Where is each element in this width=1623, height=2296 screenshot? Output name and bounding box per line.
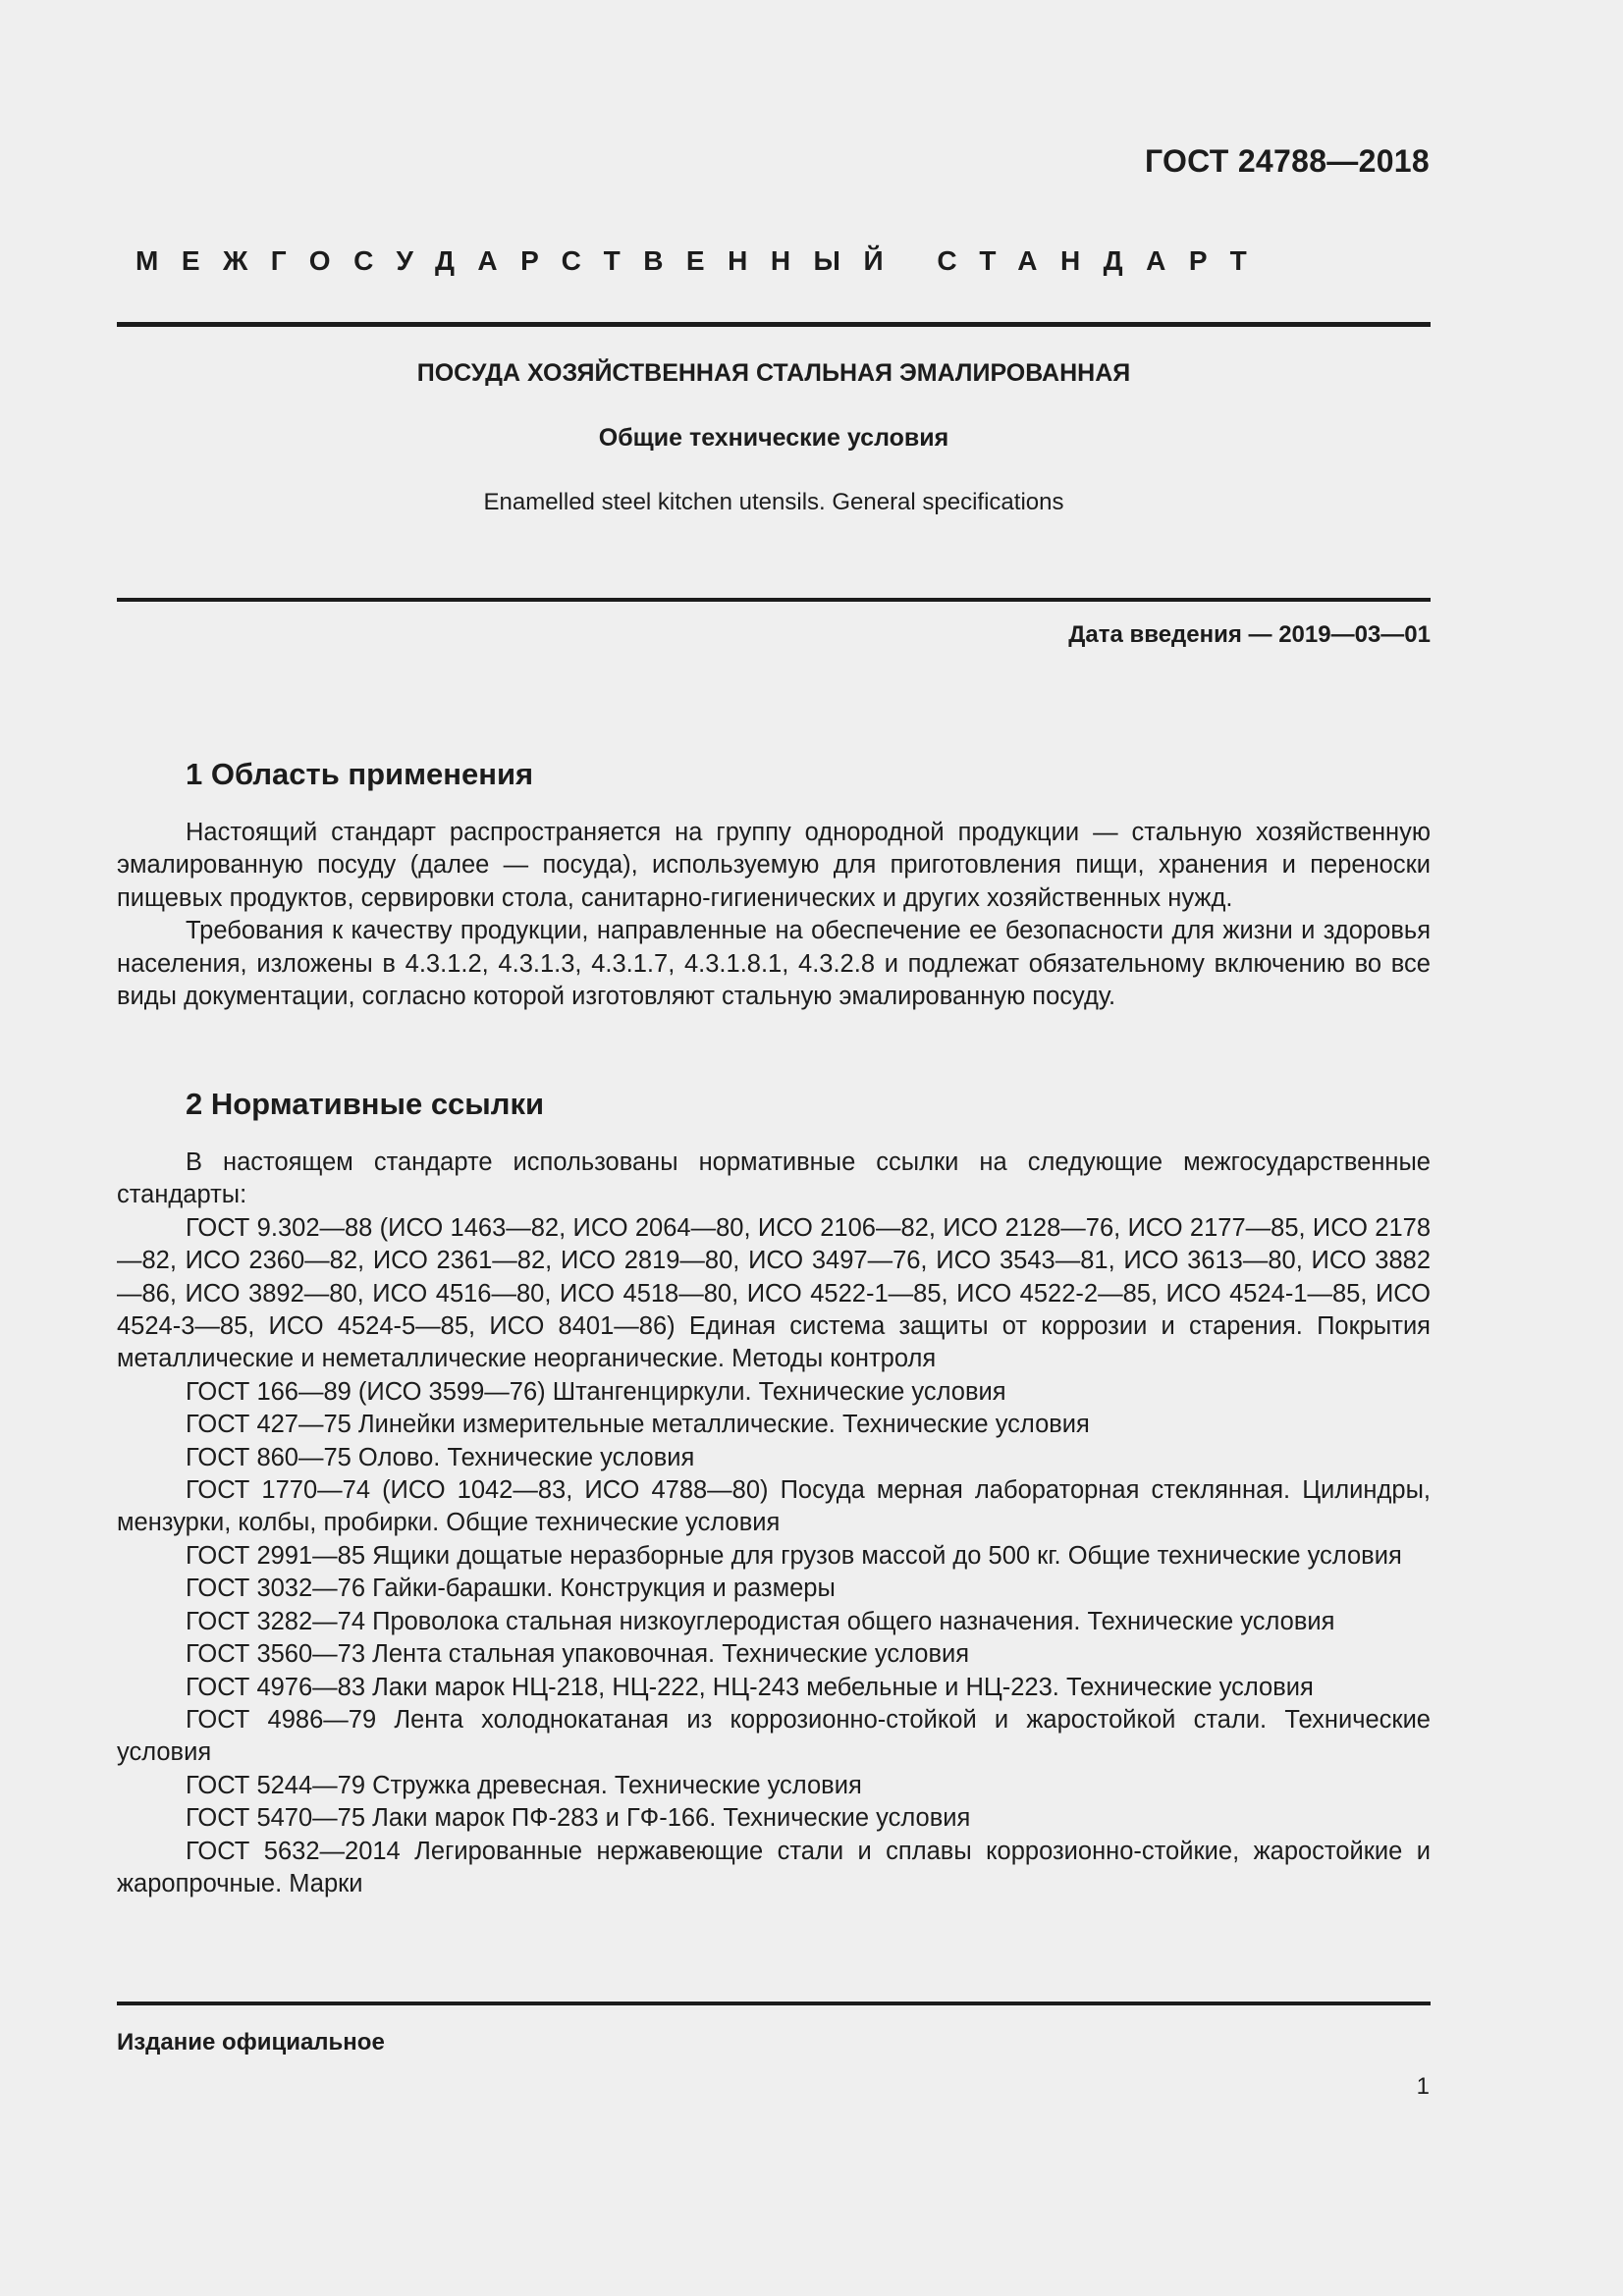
introduction-date: Дата введения — 2019—03—01 xyxy=(1068,621,1431,648)
page-number: 1 xyxy=(1416,2073,1430,2100)
reference-item: ГОСТ 1770—74 (ИСО 1042—83, ИСО 4788—80) Посуда мерная лабораторная стеклянная. Цилиндры, мензурки, колбы, пробирки. Общие технические условия xyxy=(117,1476,1431,1537)
reference-item: ГОСТ 5470—75 Лаки марок ПФ-283 и ГФ-166. Технические условия xyxy=(186,1804,971,1833)
reference-item: ГОСТ 5632—2014 Легированные нержавеющие стали и сплавы коррозионно-стойкие, жаростойкие и жаропрочные. Марки xyxy=(117,1837,1431,1897)
section-body-normative-references xyxy=(117,1147,1431,1900)
reference-item: ГОСТ 427—75 Линейки измерительные металлические. Технические условия xyxy=(186,1411,1090,1439)
section-heading-normative-references: 2 Нормативные ссылки xyxy=(186,1087,545,1121)
reference-item: ГОСТ 3032—76 Гайки-барашки. Конструкция и размеры xyxy=(186,1575,836,1603)
paragraph: Настоящий стандарт распространяется на группу однородной продукции — стальную хозяйственную эмалированную посуду (далее — посуда), используемую для приготовления пищи, хранения и переноски пищевых продуктов, сервировки стола, санитарно-гигиенических и других хозяйственных нужд. xyxy=(117,819,1431,912)
reference-item: ГОСТ 2991—85 Ящики дощатые неразборные для грузов массой до 500 кг. Общие технические условия xyxy=(186,1541,1402,1570)
reference-item: ГОСТ 860—75 Олово. Технические условия xyxy=(186,1443,695,1471)
reference-item: ГОСТ 9.302—88 (ИСО 1463—82, ИСО 2064—80, ИСО 2106—82, ИСО 2128—76, ИСО 2177—85, ИСО 2178—82, ИСО 2360—82, ИСО 2361—82, ИСО 2819—80, ИСО 3497—76, ИСО 3543—81, ИСО 3613—80, ИСО 3882—86, ИСО 3892—80, ИСО 4516—80, ИСО 4518—80, ИСО 4522-1—85, ИСО 4522-2—85, ИСО 4524-1—85, ИСО 4524-3—85, ИСО 4524-5—85, ИСО 8401—86) Единая система защиты от коррозии и старения. Покрытия металлические и неметаллические неорганические. Методы контроля xyxy=(117,1213,1431,1373)
official-edition-label: Издание официальное xyxy=(117,2029,385,2056)
document-subtitle: Общие технические условия xyxy=(598,424,949,452)
paragraph: Требования к качеству продукции, направленные на обеспечение ее безопасности для жизни и здоровья населения, изложены в 4.3.1.2, 4.3.1.3, 4.3.1.7, 4.3.1.8.1, 4.3.2.8 и подлежат обязательному включению во все виды документации, согласно которой изготовляют стальную эмалированную посуду. xyxy=(117,917,1431,1011)
top-rule xyxy=(117,322,1431,327)
document-title: ПОСУДА ХОЗЯЙСТВЕННАЯ СТАЛЬНАЯ ЭМАЛИРОВАННАЯ xyxy=(416,359,1131,387)
title-bottom-rule xyxy=(117,598,1431,602)
reference-item: ГОСТ 4976—83 Лаки марок НЦ-218, НЦ-222, НЦ-243 мебельные и НЦ-223. Технические условия xyxy=(186,1673,1314,1701)
reference-item: ГОСТ 3282—74 Проволока стальная низкоуглеродистая общего назначения. Технические условия xyxy=(186,1607,1335,1635)
reference-item: ГОСТ 5244—79 Стружка древесная. Технические условия xyxy=(186,1771,862,1799)
section-heading-scope: 1 Область применения xyxy=(186,757,534,791)
section-body-scope xyxy=(117,817,1431,1013)
footer-rule xyxy=(117,2002,1431,2005)
paragraph: В настоящем стандарте использованы нормативные ссылки на следующие межгосударственные стандарты: xyxy=(117,1148,1431,1209)
reference-item: ГОСТ 4986—79 Лента холоднокатаная из коррозионно-стойкой и жаростойкой стали. Технические условия xyxy=(117,1705,1431,1767)
reference-item: ГОСТ 3560—73 Лента стальная упаковочная. Технические условия xyxy=(186,1640,970,1669)
interstate-standard-label: МЕЖГОСУДАРСТВЕННЫЙ СТАНДАРТ xyxy=(135,245,1271,276)
gost-number: ГОСТ 24788—2018 xyxy=(1144,143,1430,179)
reference-item: ГОСТ 166—89 (ИСО 3599—76) Штангенциркули. Технические условия xyxy=(186,1377,1006,1406)
english-title: Enamelled steel kitchen utensils. General specifications xyxy=(483,489,1064,515)
